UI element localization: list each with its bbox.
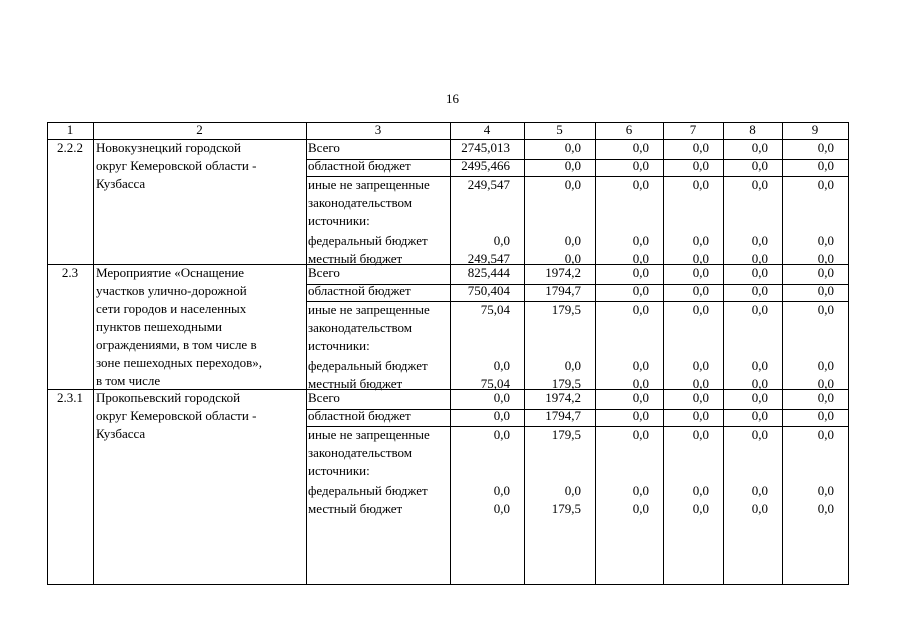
header-cell-2: 2 [196, 122, 203, 137]
value-cell: 0,0 [817, 251, 834, 266]
value-cell: 0,0 [692, 158, 709, 173]
value-cell: 0,0 [751, 408, 768, 423]
value-cell: 0,0 [493, 427, 510, 442]
section-name-line: участков улично-дорожной [96, 283, 247, 298]
source-regional: областной бюджет [308, 283, 411, 298]
value-cell: 179,5 [551, 501, 581, 516]
source-regional: областной бюджет [308, 158, 411, 173]
value-cell: 0,0 [751, 233, 768, 248]
value-cell: 0,0 [751, 283, 768, 298]
source-total: Всего [308, 140, 340, 155]
value-cell: 0,0 [564, 251, 581, 266]
value-cell: 0,0 [632, 302, 649, 317]
value-cell: 1974,2 [545, 390, 581, 405]
page-number: 16 [446, 91, 459, 106]
value-cell: 0,0 [817, 483, 834, 498]
header-cell-3: 3 [374, 122, 382, 137]
value-cell: 0,0 [817, 427, 834, 442]
header-cell-1: 1 [66, 122, 74, 137]
value-cell: 0,0 [692, 140, 709, 155]
value-cell: 0,0 [632, 427, 649, 442]
value-cell: 0,0 [564, 483, 581, 498]
value-cell: 0,0 [493, 501, 510, 516]
source-other-line: местный бюджет [308, 251, 403, 266]
value-cell: 0,0 [751, 483, 768, 498]
value-cell: 750,404 [467, 283, 510, 298]
value-cell: 0,0 [817, 376, 834, 391]
source-other-line: федеральный бюджет [308, 358, 428, 373]
value-cell: 0,0 [751, 390, 768, 405]
header-cell-4: 4 [483, 122, 491, 137]
value-cell: 0,0 [692, 390, 709, 405]
value-cell: 1974,2 [545, 265, 581, 280]
source-other-line: законодательством [308, 445, 413, 460]
value-cell: 0,0 [632, 283, 649, 298]
section-code: 2.2.2 [57, 140, 83, 155]
value-cell: 0,0 [692, 408, 709, 423]
value-cell: 0,0 [632, 233, 649, 248]
value-cell: 0,0 [817, 302, 834, 317]
value-cell: 0,0 [493, 390, 510, 405]
value-cell: 0,0 [632, 140, 649, 155]
header-cell-9: 9 [811, 122, 819, 137]
source-other-line: федеральный бюджет [308, 483, 428, 498]
section-name-line: Новокузнецкий городской [96, 140, 241, 155]
value-cell: 0,0 [751, 376, 768, 391]
value-cell: 1794,7 [545, 283, 581, 298]
value-cell: 0,0 [751, 140, 768, 155]
value-cell: 0,0 [751, 251, 768, 266]
value-cell: 0,0 [632, 265, 649, 280]
value-cell: 0,0 [632, 177, 649, 192]
value-cell: 0,0 [564, 177, 581, 192]
source-other-line: источники: [308, 463, 370, 478]
value-cell: 179,5 [551, 302, 581, 317]
value-cell: 0,0 [632, 408, 649, 423]
section-name-line: зоне пешеходных переходов», [96, 355, 263, 370]
value-cell: 0,0 [564, 358, 581, 373]
source-regional: областной бюджет [308, 408, 411, 423]
value-cell: 249,547 [467, 177, 510, 192]
value-cell: 0,0 [692, 501, 709, 516]
value-cell: 0,0 [817, 140, 834, 155]
value-cell: 0,0 [751, 158, 768, 173]
value-cell: 0,0 [692, 283, 709, 298]
value-cell: 2745,013 [461, 140, 510, 155]
value-cell: 0,0 [632, 158, 649, 173]
section-name-line: округ Кемеровской области - [96, 408, 257, 423]
section-code: 2.3 [61, 265, 79, 280]
source-other-line: иные не запрещенные [308, 177, 430, 192]
value-cell: 0,0 [632, 501, 649, 516]
value-cell: 0,0 [493, 483, 510, 498]
section-name-line: сети городов и населенных [96, 301, 247, 316]
header-cell-8: 8 [749, 122, 756, 137]
value-cell: 0,0 [817, 408, 834, 423]
section-name-line: Мероприятие «Оснащение [96, 265, 245, 280]
value-cell: 0,0 [692, 265, 709, 280]
section-code: 2.3.1 [57, 390, 83, 405]
value-cell: 0,0 [632, 483, 649, 498]
header-cell-7: 7 [689, 122, 697, 137]
value-cell: 0,0 [692, 251, 709, 266]
value-cell: 75,04 [480, 376, 510, 391]
value-cell: 0,0 [751, 501, 768, 516]
value-cell: 0,0 [493, 408, 510, 423]
value-cell: 0,0 [692, 177, 709, 192]
value-cell: 0,0 [751, 427, 768, 442]
source-other-line: источники: [308, 338, 370, 353]
value-cell: 0,0 [817, 265, 834, 280]
value-cell: 1794,7 [545, 408, 581, 423]
value-cell: 0,0 [817, 177, 834, 192]
source-other-line: законодательством [308, 195, 413, 210]
header-cell-6: 6 [625, 122, 633, 137]
source-other-line: федеральный бюджет [308, 233, 428, 248]
section-name-line: ограждениями, в том числе в [96, 337, 257, 352]
section-name-line: пунктов пешеходными [96, 319, 222, 334]
value-cell: 249,547 [467, 251, 510, 266]
header-cell-5: 5 [556, 122, 563, 137]
section-name-line: округ Кемеровской области - [96, 158, 257, 173]
value-cell: 0,0 [564, 158, 581, 173]
value-cell: 0,0 [751, 177, 768, 192]
value-cell: 0,0 [493, 233, 510, 248]
value-cell: 0,0 [817, 390, 834, 405]
source-other-line: законодательством [308, 320, 413, 335]
value-cell: 0,0 [692, 483, 709, 498]
value-cell: 0,0 [692, 376, 709, 391]
value-cell: 0,0 [817, 283, 834, 298]
source-other-line: местный бюджет [308, 501, 403, 516]
source-other-line: источники: [308, 213, 370, 228]
source-other-line: иные не запрещенные [308, 302, 430, 317]
value-cell: 0,0 [692, 302, 709, 317]
value-cell: 0,0 [692, 427, 709, 442]
value-cell: 0,0 [751, 358, 768, 373]
source-other-line: иные не запрещенные [308, 427, 430, 442]
value-cell: 0,0 [817, 158, 834, 173]
value-cell: 0,0 [564, 233, 581, 248]
value-cell: 0,0 [632, 376, 649, 391]
value-cell: 75,04 [480, 302, 510, 317]
value-cell: 0,0 [632, 251, 649, 266]
value-cell: 0,0 [632, 390, 649, 405]
source-total: Всего [308, 265, 340, 280]
value-cell: 0,0 [751, 265, 768, 280]
value-cell: 0,0 [692, 358, 709, 373]
section-name-line: в том числе [96, 373, 161, 388]
value-cell: 0,0 [751, 302, 768, 317]
value-cell: 0,0 [564, 140, 581, 155]
source-other-line: местный бюджет [308, 376, 403, 391]
value-cell: 0,0 [493, 358, 510, 373]
value-cell: 179,5 [551, 376, 581, 391]
section-name-line: Кузбасса [96, 176, 146, 191]
section-name-line: Прокопьевский городской [96, 390, 241, 405]
value-cell: 0,0 [817, 358, 834, 373]
value-cell: 0,0 [692, 233, 709, 248]
section-name-line: Кузбасса [96, 426, 146, 441]
value-cell: 179,5 [551, 427, 581, 442]
value-cell: 0,0 [632, 358, 649, 373]
value-cell: 2495,466 [461, 158, 510, 173]
value-cell: 825,444 [467, 265, 510, 280]
value-cell: 0,0 [817, 501, 834, 516]
source-total: Всего [308, 390, 340, 405]
value-cell: 0,0 [817, 233, 834, 248]
